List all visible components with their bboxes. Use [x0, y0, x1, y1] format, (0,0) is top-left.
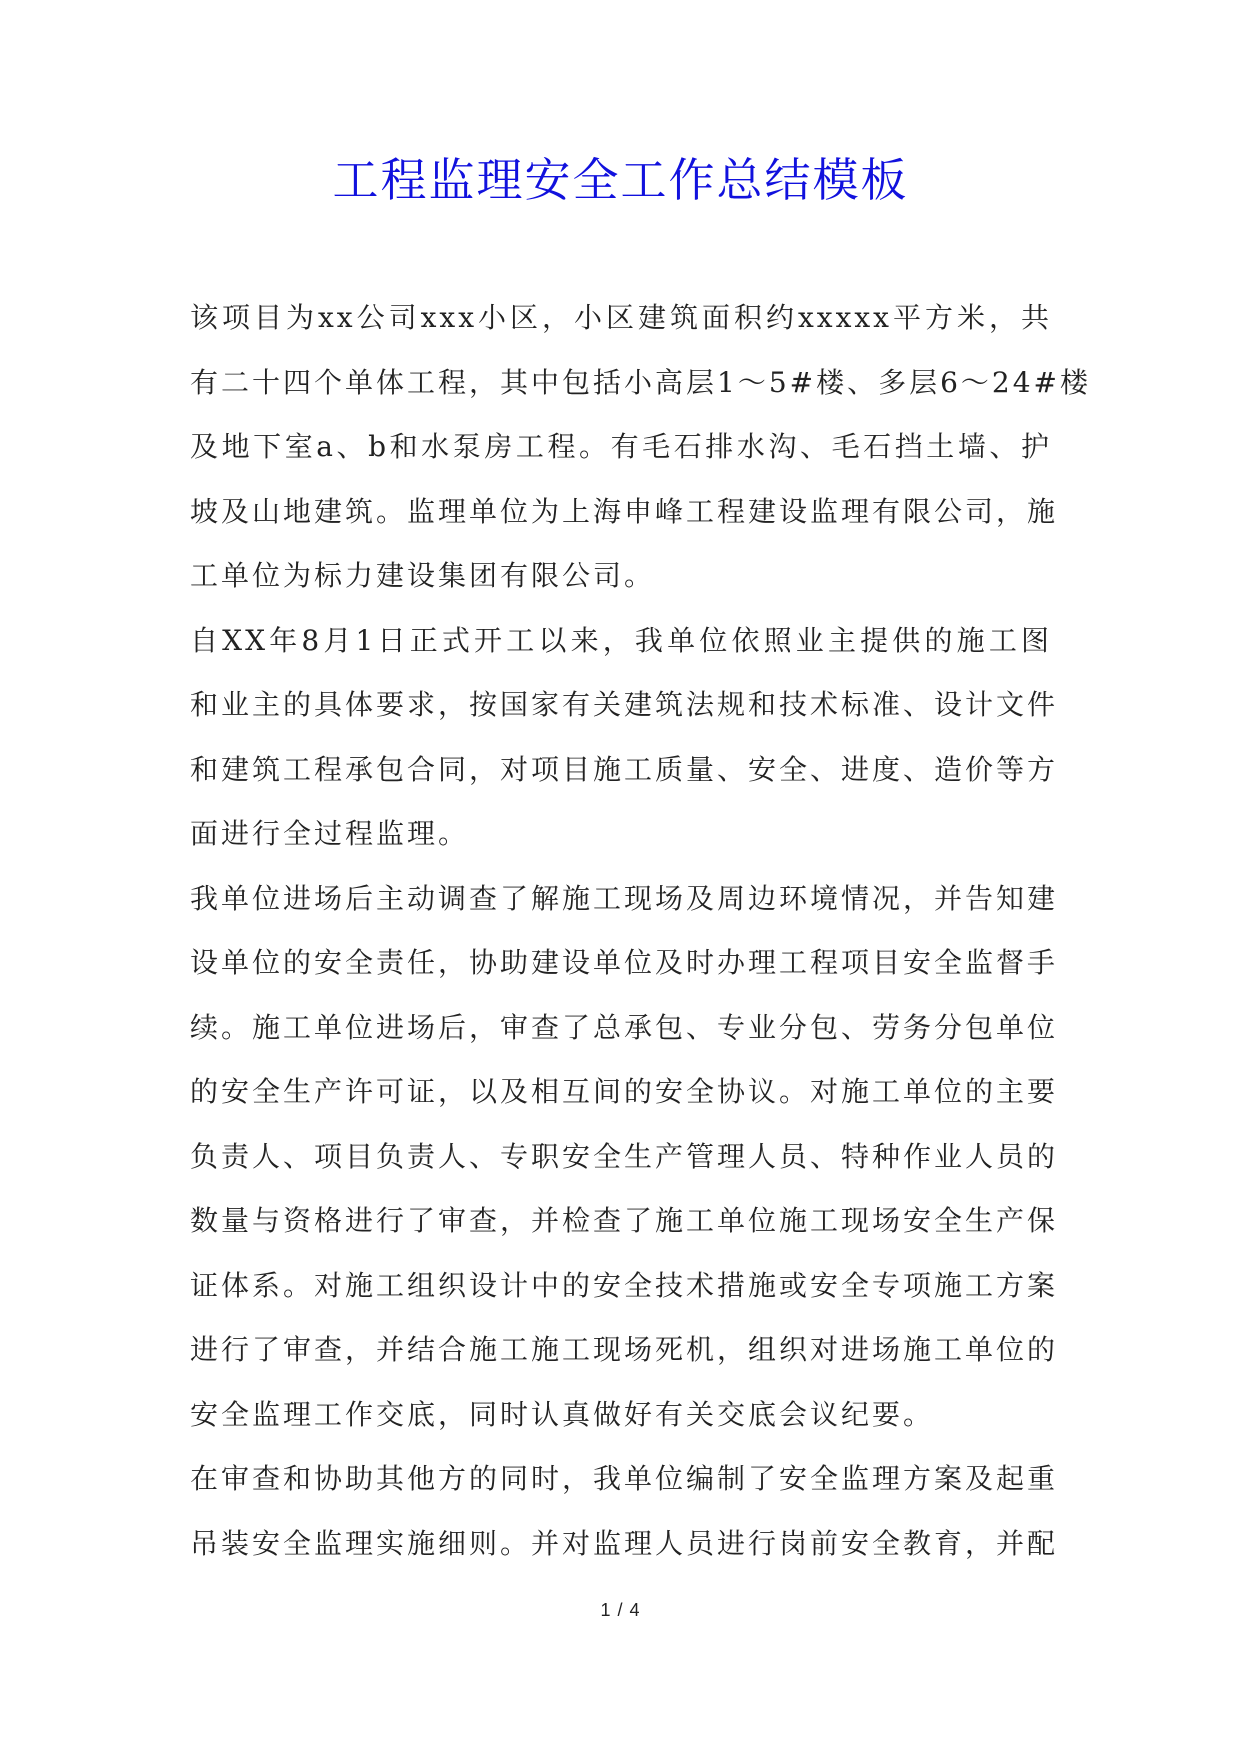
document-body — [190, 286, 1091, 1576]
text-line: 自XX年8月1日正式开工以来，我单位依照业主提供的施工图 — [190, 623, 1052, 657]
paragraph-construction-start — [190, 609, 1059, 867]
text-line: 的安全生产许可证，以及相互间的安全协议。对施工单位的主要 — [190, 1075, 1059, 1108]
text-line: 有二十四个单体工程，其中包括小高层1～5#楼、多层6～24#楼 — [190, 365, 1091, 399]
text-line: 工单位为标力建设集团有限公司。 — [190, 559, 656, 592]
paragraph-project-overview — [190, 286, 1091, 609]
text-line: 该项目为xx公司xxx小区，小区建筑面积约xxxxx平方米，共 — [190, 301, 1052, 334]
text-line: 及地下室a、b和水泵房工程。有毛石排水沟、毛石挡土墙、护 — [190, 430, 1052, 463]
text-line: 证体系。对施工组织设计中的安全技术措施或安全专项施工方案 — [190, 1268, 1059, 1302]
text-line: 负责人、项目负责人、专职安全生产管理人员、特种作业人员的 — [190, 1139, 1059, 1173]
text-line: 和建筑工程承包合同，对项目施工质量、安全、进度、造价等方 — [190, 752, 1059, 786]
page-number: 1 / 4 — [600, 1600, 641, 1620]
text-line: 和业主的具体要求，按国家有关建筑法规和技术标准、设计文件 — [190, 688, 1059, 721]
text-line: 在审查和协助其他方的同时，我单位编制了安全监理方案及起重 — [190, 1462, 1059, 1495]
text-line: 坡及山地建筑。监理单位为上海申峰工程建设监理有限公司，施 — [190, 494, 1059, 528]
text-line: 续。施工单位进场后，审查了总承包、专业分包、劳务分包单位 — [190, 1010, 1059, 1044]
text-line: 设单位的安全责任，协助建设单位及时办理工程项目安全监督手 — [190, 946, 1059, 979]
text-line: 进行了审查，并结合施工施工现场死机，组织对进场施工单位的 — [190, 1333, 1059, 1366]
document-title: 工程监理安全工作总结模板 — [332, 153, 909, 207]
paragraph-site-investigation — [190, 867, 1059, 1448]
text-line: 数量与资格进行了审查，并检查了施工单位施工现场安全生产保 — [190, 1204, 1059, 1237]
paragraph-supervision-plan — [190, 1447, 1059, 1576]
text-line: 面进行全过程监理。 — [190, 817, 470, 850]
text-line: 吊装安全监理实施细则。并对监理人员进行岗前安全教育，并配 — [190, 1526, 1059, 1560]
text-line: 安全监理工作交底，同时认真做好有关交底会议纪要。 — [190, 1397, 935, 1431]
text-line: 我单位进场后主动调查了解施工现场及周边环境情况，并告知建 — [190, 881, 1059, 915]
